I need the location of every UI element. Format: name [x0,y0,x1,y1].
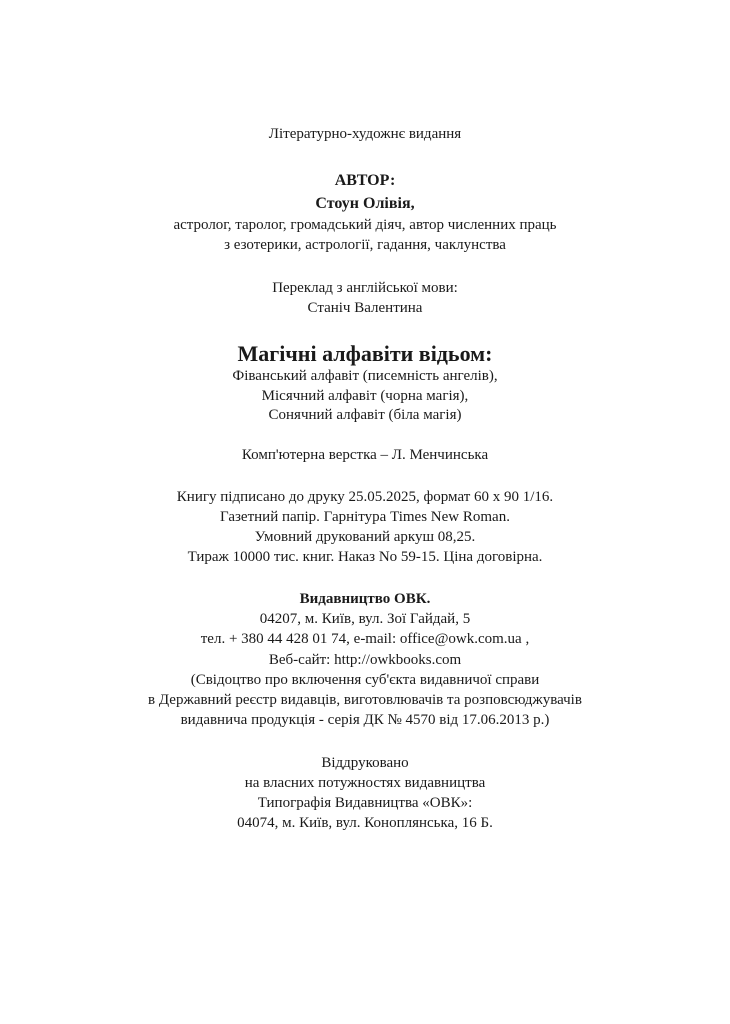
printed-by-line-4: 04074, м. Київ, вул. Коноплянська, 16 Б. [237,815,493,831]
printed-by-line-1: Віддруковано [321,755,409,771]
printed-by-line-2: на власних потужностях видавництва [244,775,486,791]
subtitle-line-2: Місячний алфавіт (чорна магія), [261,388,469,404]
certificate-line-3: видавнича продукція - серія ДК № 4570 від 17.06.2013 р.) [180,712,550,728]
author-label: АВТОР: [334,172,396,189]
publisher-address: 04207, м. Київ, вул. Зої Гайдай, 5 [259,611,471,627]
print-info-line-1: Книгу підписано до друку 25.05.2025, формат 60 х 90 1/16. [176,489,554,505]
book-title: Магічні алфавіти відьом: [237,341,493,366]
subtitle-line-3: Сонячний алфавіт (біла магія) [268,407,462,423]
publisher-name: Видавництво ОВК. [299,591,431,607]
subtitle-line-1: Фіванський алфавіт (писемність ангелів), [232,368,498,384]
certificate-line-1: (Свідоцтво про включення суб'єкта видавничої справи [190,672,540,688]
publisher-contact: тел. + 380 44 428 01 74, e-mail: office@owk.com.ua , [200,631,530,647]
genre-line: Літературно-художнє видання [268,126,462,142]
author-name: Стоун Олівія, [315,195,415,212]
print-info-line-4: Тираж 10000 тис. книг. Наказ No 59-15. Ціна договірна. [187,549,543,565]
certificate-line-2: в Державний реєстр видавців, виготовлювачів та розповсюджувачів [148,692,582,708]
print-info-line-3: Умовний друкований аркуш 08,25. [254,529,476,545]
layout-credit: Комп'ютерна верстка – Л. Менчинська [241,447,489,463]
publisher-website: Веб-сайт: http://owkbooks.com [268,652,462,668]
author-description-line-1: астролог, таролог, громадський діяч, автор численних праць [173,217,557,233]
print-info-line-2: Газетний папір. Гарнітура Times New Roman. [220,509,510,525]
translator-name: Станіч Валентина [307,300,423,316]
translation-label: Переклад з англійської мови: [272,280,458,296]
author-description-line-2: з езотерики, астрології, гадання, чаклунства [224,237,506,253]
printed-by-line-3: Типографія Видавництва «ОВК»: [257,795,473,811]
